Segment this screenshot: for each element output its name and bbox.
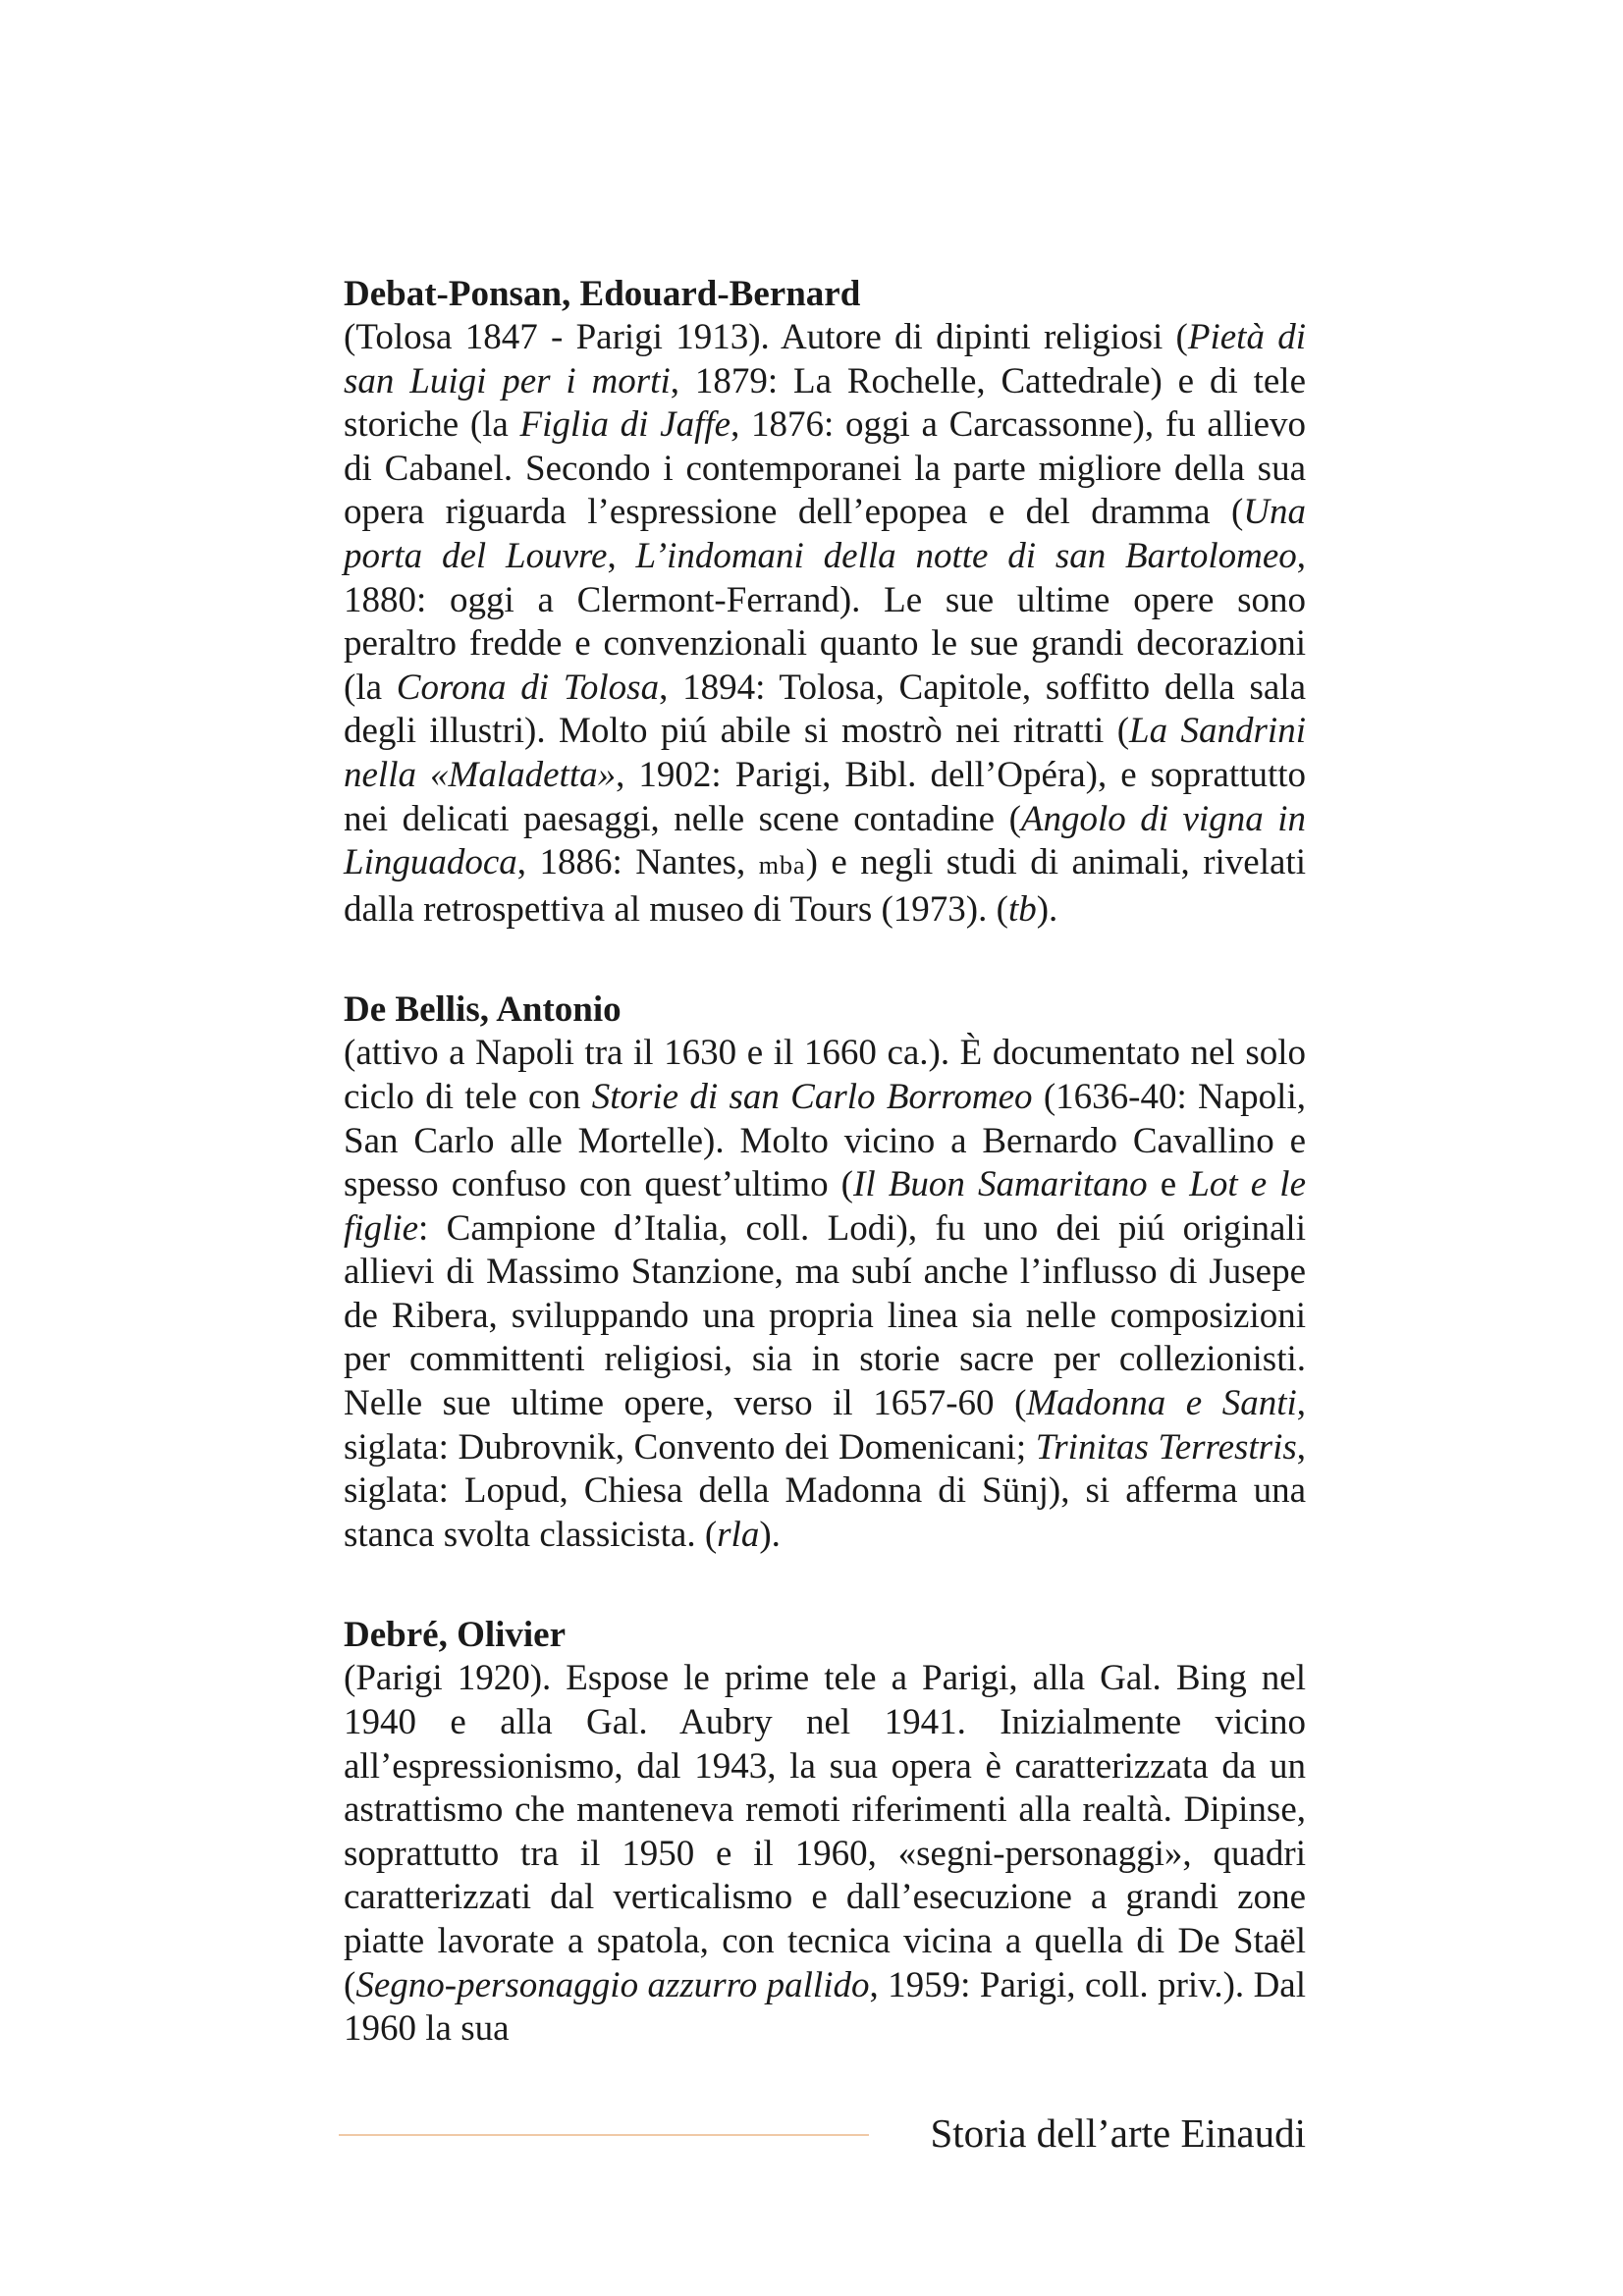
footer-rule [339,2134,869,2136]
artwork-title: Madonna e Santi [1026,1383,1297,1424]
footer-book-title: Storia dell’arte Einaudi [930,2110,1306,2156]
body-text: ). [1036,888,1058,930]
body-text: (1636-40: Napoli, San Carlo alle Mortelle). Molto vicino a Bernardo Cavallino e spesso confuso con quest’ultimo ( [344,1076,1306,1205]
body-text: , 1879: La Rochelle, Cattedrale) e di tele storiche (la [344,360,1307,446]
body-text: , 1880: oggi a Clermont-Ferrand). Le sue ultime opere sono peraltro fredde e convenzionali quanto le sue grandi decorazioni (la [344,535,1306,708]
entry-body [344,316,1306,932]
body-text: ). [759,1514,781,1555]
artwork-title: Il Buon Samaritano [853,1164,1148,1205]
author-initials: tb [1007,888,1037,930]
author-initials: rla [717,1514,760,1555]
entry-title: Debré, Olivier [344,1615,567,1656]
body-text: , 1902: Parigi, Bibl. dell’Opéra), e soprattutto nei delicati paesaggi, nelle scene contadine ( [344,754,1306,839]
body-text: , 1959: Parigi, coll. priv.). Dal 1960 la sua [344,1964,1306,2050]
entry-title: De Bellis, Antonio [344,989,622,1031]
artwork-title: Figlia di Jaffe [519,404,731,446]
body-text: , 1876: oggi a Carcassonne), fu allievo di Cabanel. Secondo i contemporanei la parte migliore della sua opera riguarda l’espressione dell’epopea e del dramma ( [344,404,1307,533]
artwork-title: Corona di Tolosa [396,667,660,708]
entry-body [344,1032,1306,1557]
body-text: (Parigi 1920). Espose le prime tele a Parigi, alla Gal. Bing nel 1940 e alla Gal. Aubry nel 1941. Inizialmente vicino all’espressionismo, dal 1943, la sua opera è caratterizzata da un astrattismo che manteneva remoti riferimenti alla realtà. Dipinse, soprattutto tra il 1950 e il 1960, «segni-personaggi», quadri caratterizzati dal verticalismo e dall’esecuzione a grandi zone piatte lavorate a spatola, con tecnica vicina a quella di De Staël ( [344,1658,1306,2005]
artwork-title: Una porta del Louvre [344,492,1306,576]
body-text: , 1886: Nantes, [516,842,759,883]
body-text: , siglata: Lopud, Chiesa della Madonna di Sünj), si afferma una stanca svolta classicista. ( [344,1426,1307,1555]
artwork-title: Segno-personaggio azzurro pallido [355,1964,870,2005]
page-content [344,273,1306,2109]
artwork-title: Lot e le figlie [344,1164,1306,1249]
entry-de-bellis [344,988,1306,1557]
artwork-title: Angolo di vigna in Linguadoca [344,798,1306,883]
artwork-title: Storie di san Carlo Borromeo [591,1076,1033,1117]
body-text: , [607,535,636,576]
body-text: ) e negli studi di animali, rivelati dalla retrospettiva al museo di Tours (1973). ( [344,842,1306,930]
entry-debat-ponsan [344,273,1306,932]
page-footer [339,2109,1306,2158]
body-text: , 1894: Tolosa, Capitole, soffitto della sala degli illustri). Molto piú abile si mostrò nei ritratti ( [344,667,1306,752]
body-text: , siglata: Dubrovnik, Convento dei Domenicani; [344,1383,1307,1468]
body-text: : Campione d’Italia, coll. Lodi), fu uno dei piú originali allievi di Massimo Stanzione, ma subí anche l’influsso di Jusepe de Ribera, sviluppando una propria linea sia nelle composizioni per committenti religiosi, sia in storie sacre per collezionisti. Nelle sue ultime opere, verso il 1657-60 ( [344,1207,1306,1424]
body-text: e [1147,1164,1190,1205]
body-text: (attivo a Napoli tra il 1630 e il 1660 ca.). È documentato nel solo ciclo di tele con [344,1033,1306,1117]
museum-abbreviation: mba [758,851,806,881]
artwork-title: L’indomani della notte di san Bartolomeo [635,535,1297,576]
artwork-title: La Sandrini nella «Maladetta» [344,711,1306,795]
body-text: (Tolosa 1847 - Parigi 1913). Autore di dipinti religiosi ( [344,317,1188,357]
entry-title: Debat-Ponsan, Edouard-Bernard [344,274,861,314]
artwork-title: Pietà di san Luigi per i morti [344,317,1306,401]
artwork-title: Trinitas Terrestris [1035,1426,1297,1468]
entry-debre [344,1614,1306,2051]
entry-body [344,1657,1306,2051]
